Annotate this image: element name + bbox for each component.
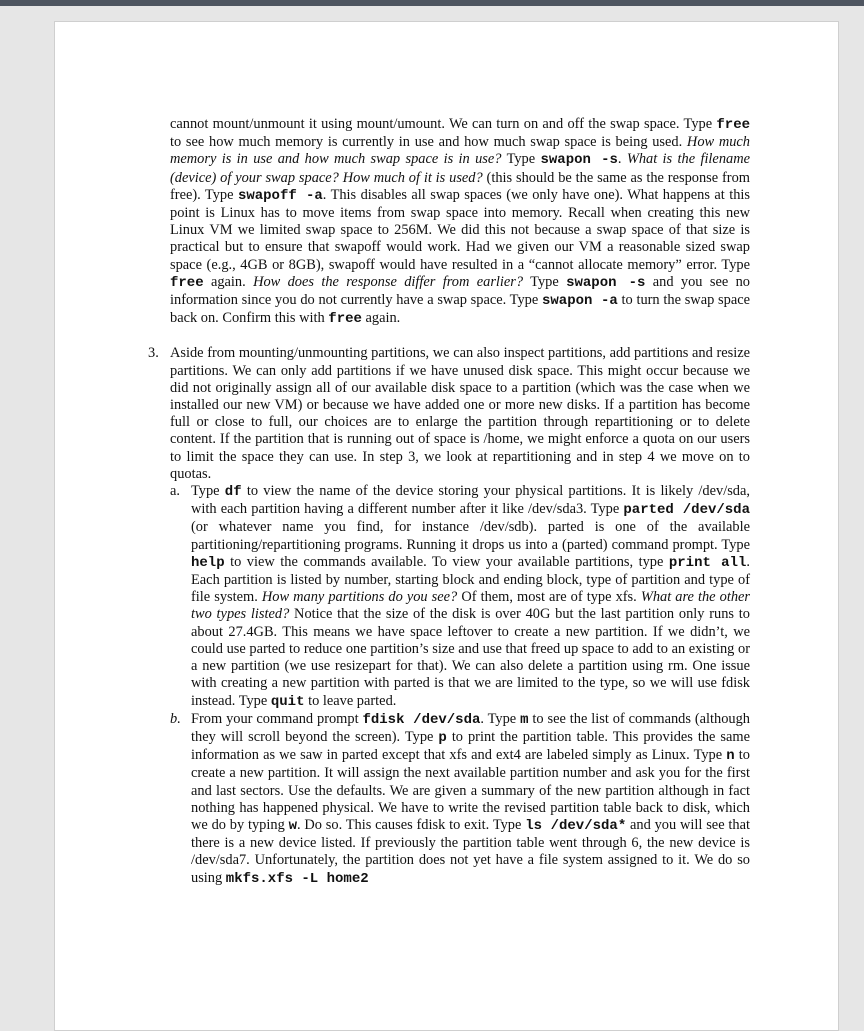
inline-command: w [288, 817, 297, 834]
inline-command: swapoff -a [237, 187, 323, 204]
text-run: and you see no information since you do not currently have a swap space. Type [170, 273, 750, 309]
text-run: to print the partition table. This provides the same information as we saw in parted except that xfs and ext4 are labeled simply as Linux. Type [191, 728, 750, 764]
inline-command: swapon -a [542, 293, 618, 310]
text-run: . Each partition is listed by number, starting block and ending block, type of partition and type of file system. [191, 553, 750, 606]
question-text: How much memory is in use and how much swap space is in use? [170, 134, 750, 168]
text-run: Of them, most are of type xfs. [457, 589, 641, 606]
inline-command: mkfs.xfs -L home2 [225, 870, 369, 887]
text-run: (this should be the same as the response from free). Type [170, 169, 750, 203]
text-run: to turn the swap space back on. Confirm this with [170, 292, 750, 327]
inline-command: free [170, 274, 204, 291]
question-text: What are the other two types listed? [191, 589, 750, 623]
text-run: Notice that the size of the disk is over 40G but the last partition only runs to about 27.4GB. This means we have space leftover to create a new partition. If we didn’t, we could use parted to reduce one partition’s size and use that freed up space to add to an existing or a new partition (we use resizepart for that). We can also delete a partition using rm. One issue with creating a new partition with parted is that we are limited to the type, so we will use fdisk instead. Type [191, 606, 750, 709]
text-run: to see the list of commands (although they will scroll beyond the screen). Type [191, 710, 750, 745]
inline-command: print all [668, 554, 747, 571]
text-run: to view the commands available. To view your available partitions, type [224, 553, 669, 570]
list-item-3 [148, 345, 750, 887]
sublist-item-a-text [191, 483, 750, 711]
inline-command: fdisk /dev/sda [362, 711, 481, 728]
text-run: Type [191, 483, 225, 500]
swap-paragraph [170, 116, 750, 328]
text-run: (or whatever name you find, for instance /dev/sdb). parted is one of the available partitioning/repartitioning programs. Running it drops us into a (parted) command prompt. Type [191, 519, 750, 553]
sublist-item-a [170, 483, 750, 711]
text-run: to leave parted. [304, 692, 397, 709]
inline-command: p [438, 729, 447, 746]
list-item-3-text [170, 345, 750, 483]
list-number: 3. [148, 345, 159, 362]
sublist-item-b [170, 711, 750, 888]
sublist-item-b-text [191, 711, 750, 888]
text-run: again. [203, 273, 254, 290]
question-text: How many partitions do you see? [261, 589, 458, 606]
text-run: to create a new partition. It will assign the next available partition number and ask you for the first and last sectors. Use the defaults. We are given a summary of the new partition although in fact nothing has happened physical. We have to write the revised partition table back to disk, which we do by typing [191, 747, 750, 833]
inline-command: quit [270, 693, 305, 710]
inline-command: swapon -s [540, 152, 618, 169]
sublist-label-b: b. [170, 710, 181, 727]
text-run: . This disables all swap spaces (we only have one). What happens at this point is Linux has to move items from swap space into memory. Recall when creating this new Linux VM we limited swap space to 256M. We did this not because a swap space of that size is practical but to ensure that swapoff would work. Had we given our VM a reasonable sized swap space (e.g., 4GB or 8GB), swapoff would have resulted in a “cannot allocate memory” error. Type [170, 186, 751, 273]
inline-command: free [716, 117, 750, 133]
window-top-bar [0, 0, 864, 6]
text-run: . Do so. This causes fdisk to exit. Type [296, 816, 526, 833]
text-run: From your command prompt [191, 710, 363, 727]
text-run: . Type [480, 710, 521, 727]
text-run: Aside from mounting/unmounting partitions, we can also inspect partitions, add partitions and resize partitions. We can only add partitions if we have unused disk space. This might occur because we did not originally assign all of our available disk space to a partition (which was the case when we installed our new VM) or because we have added one or more new disks. If a partition has become full or close to full, our choices are to enlarge the partition through repartitioning or to delete content. If the partition that is running out of space is /home, we might enforce a quota on our users to limit the space they can use. In step 3, we look at repartitioning and in step 4 we move on to quotas. [170, 345, 750, 482]
inline-command: df [224, 484, 242, 501]
text-run: to view the name of the device storing your physical partitions. It is likely /dev/sda, with each partition having a different number after it like /dev/sda3. Type [191, 483, 750, 518]
inline-command: free [328, 311, 362, 328]
text-run: again. [361, 310, 401, 327]
text-run: and you will see that there is a new device listed. If previously the partition table went through 6, the new device is /dev/sda7. Unfortunately, the partition does not yet have a file system assigned to it. We do so using [191, 816, 750, 886]
document-page [54, 21, 839, 1031]
sublist-label-a: a. [170, 483, 180, 500]
text-run: to see how much memory is currently in use and how much swap space is being used. [170, 134, 687, 151]
inline-command: n [726, 748, 735, 765]
text-run: cannot mount/unmount it using mount/umount. We can turn on and off the swap space. Type [170, 116, 717, 132]
inline-command: ls /dev/sda* [525, 817, 627, 834]
text-run: Type [523, 273, 567, 290]
question-text: How does the response differ from earlier? [253, 273, 524, 290]
inline-command: m [520, 711, 529, 728]
page-content [148, 116, 751, 888]
question-text: What is the filename (device) of your swap space? How much of it is used? [170, 151, 750, 186]
inline-command: swapon -s [566, 274, 646, 291]
text-run: . [617, 151, 627, 168]
inline-command: help [191, 554, 225, 571]
inline-command: parted /dev/sda [623, 502, 750, 519]
text-run: Type [501, 151, 541, 168]
